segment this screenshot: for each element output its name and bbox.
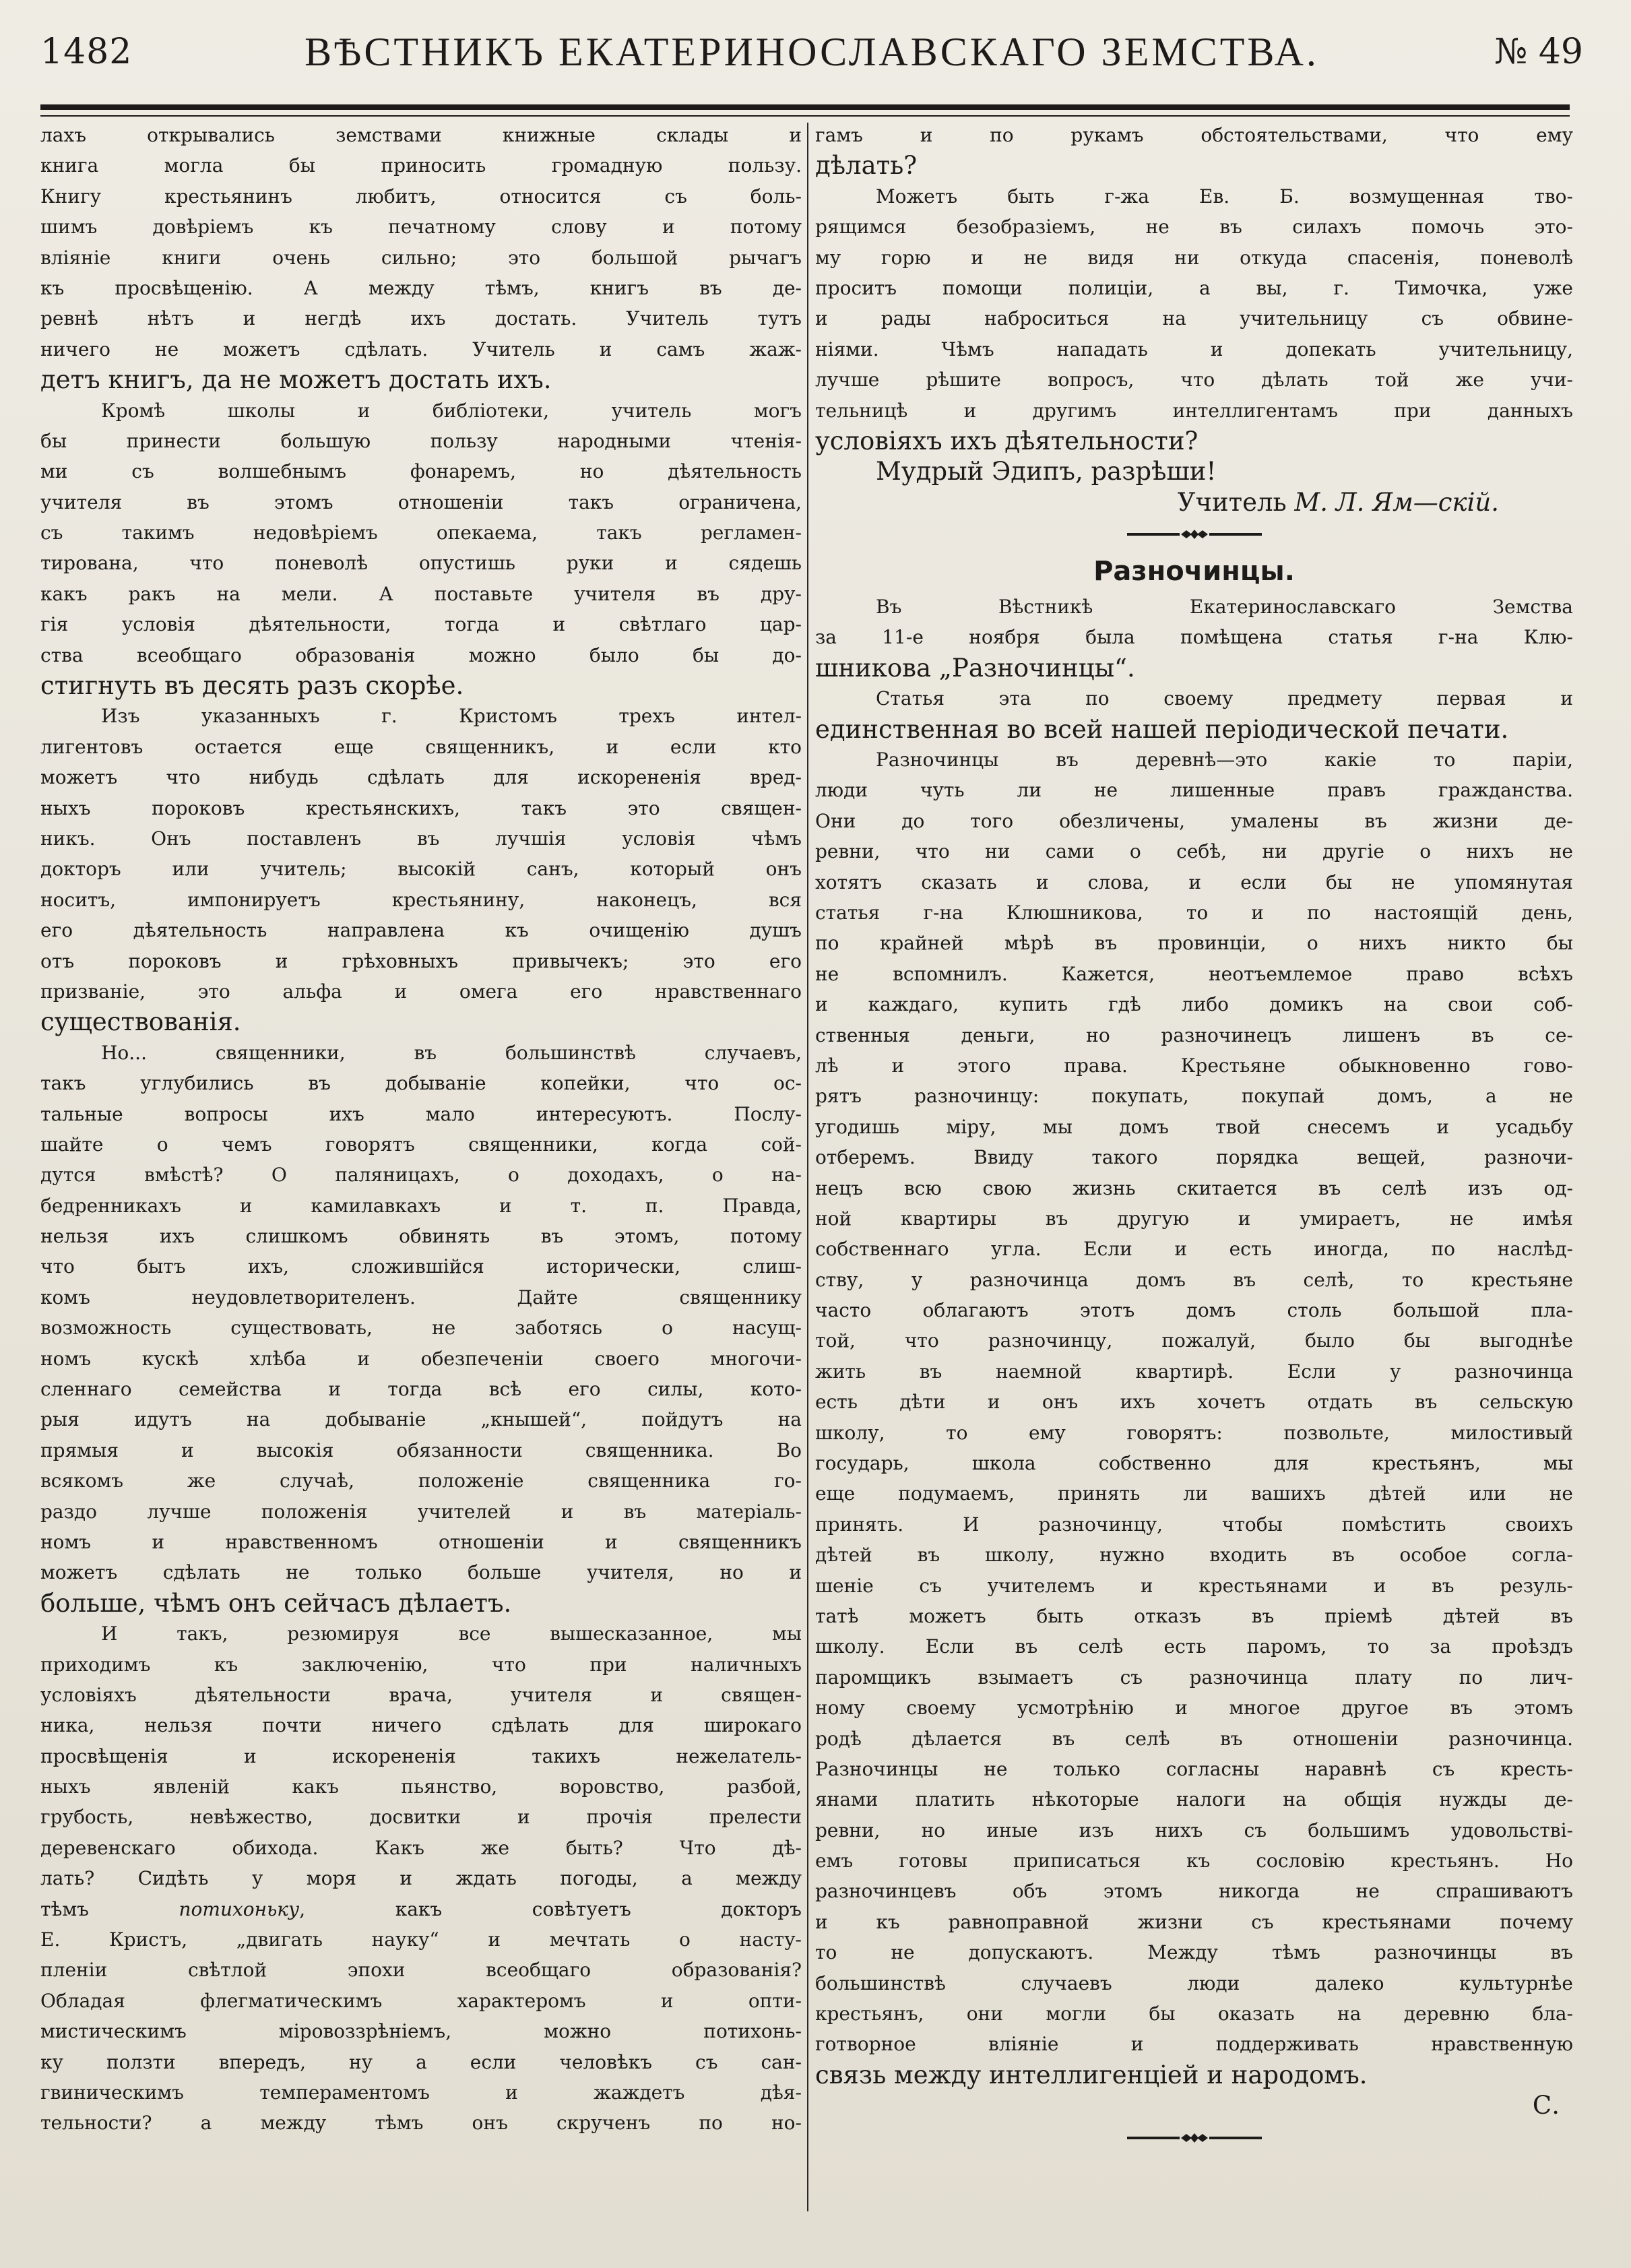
text-line: не вспомнилъ. Кажется, неотъемлемое право всѣхъ (815, 962, 1573, 985)
text-line: гвиническимъ темпераментомъ и жаждетъ дѣя- (40, 2081, 802, 2104)
text-line: Разночинцы въ деревнѣ—это какіе то паріи, (876, 749, 1573, 771)
text-line: дѣтей въ школу, нужно входить въ особое согла- (815, 1544, 1573, 1567)
text-line: тѣмъ потихоньку, какъ совѣтуетъ докторъ (40, 1897, 802, 1920)
text-line: ничего не можетъ сдѣлать. Учитель и самъ жаж- (40, 338, 802, 360)
text-line: лать? Сидѣть у моря и ждать погоды, а между (40, 1867, 802, 1890)
text-line: готворное вліяніе и поддерживать нравственную (815, 2033, 1573, 2056)
text-line: ству, у разночинца домъ въ селѣ, то крестьяне (815, 1268, 1573, 1291)
text-line: рятъ разночинцу: покупать, покупай домъ, а не (815, 1085, 1573, 1108)
text-line: проситъ помощи полиціи, а вы, г. Тимочка, уже (815, 276, 1573, 299)
issue-number: № 49 (1494, 32, 1583, 72)
text-line: ныхъ пороковъ крестьянскихъ, такъ это священ- (40, 796, 802, 819)
text-line: шникова „Разночинцы“. (815, 653, 1135, 683)
text-line: тирована, что поневолѣ опустишь руки и сядешь (40, 552, 802, 575)
text-line: Книгу крестьянинъ любитъ, относится съ боль- (40, 185, 802, 208)
text-line: дѣлать? (815, 151, 918, 181)
text-line: и каждаго, купить гдѣ либо домикъ на свои соб- (815, 993, 1573, 1016)
text-line: ніями. Чѣмъ нападать и допекать учительницу, (815, 338, 1573, 360)
section-ornament-bottom (815, 2121, 1573, 2155)
text-line: существованія. (40, 1007, 241, 1037)
text-line: Можетъ быть г-жа Ев. Б. возмущенная тво- (876, 185, 1573, 208)
text-line: емъ готовы приписаться къ сословію крестьянъ. Но (815, 1850, 1573, 1872)
text-line: нецъ всю свою жизнь скитается въ селѣ изъ од- (815, 1176, 1573, 1199)
text-line: шеніе съ учителемъ и крестьянами и въ резуль- (815, 1574, 1573, 1597)
text-line: Разночинцы не только согласны наравнѣ съ кресть- (815, 1757, 1573, 1780)
text-line: Но... священники, въ большинствѣ случаевъ, (101, 1041, 802, 1064)
text-line: Они до того обезличены, умалены въ жизни де- (815, 809, 1573, 832)
text-line: лигентовъ остается еще священникъ, и если кто (40, 735, 802, 758)
text-line: что бытъ ихъ, сложившійся исторически, слиш- (40, 1255, 802, 1278)
text-line: приходимъ къ заключенію, что при наличныхъ (40, 1653, 802, 1676)
text-line: Статья эта по своему предмету первая и (876, 687, 1573, 710)
text-line: той, что разночинцу, пожалуй, было бы выгоднѣе (815, 1329, 1573, 1352)
text-line: часто облагаютъ этотъ домъ столь большой пла- (815, 1299, 1573, 1322)
text-line: призваніе, это альфа и омега его нравственнаго (40, 980, 802, 1003)
text-line: собственнаго угла. Если и есть иногда, по наслѣд- (815, 1238, 1573, 1261)
text-line: книга могла бы приносить громадную пользу. (40, 154, 802, 177)
section-ornament-top (815, 517, 1573, 551)
text-line: по крайней мѣрѣ въ провинціи, о нихъ никто бы (815, 932, 1573, 955)
text-line: условіяхъ дѣятельности врача, учителя и священ- (40, 1683, 802, 1706)
text-line: то не допускаютъ. Между тѣмъ разночинцы въ (815, 1941, 1573, 1964)
header-rule-thick (40, 104, 1570, 110)
text-line: детъ книгъ, да не можетъ достать ихъ. (40, 365, 552, 395)
text-line: жить въ наемной квартирѣ. Если у разночинца (815, 1360, 1573, 1383)
text-line: разночинцевъ объ этомъ никогда не спрашиваютъ (815, 1880, 1573, 1903)
text-line: Въ Вѣстникѣ Екатеринославскаго Земства (876, 596, 1573, 619)
text-line: вліяніе книги очень сильно; это большой рычагъ (40, 246, 802, 269)
text-line: большинствѣ случаевъ люди далеко культурнѣе (815, 1972, 1573, 1994)
text-line: деревенскаго обихода. Какъ же быть? Что дѣ- (40, 1836, 802, 1859)
text-line: тальные вопросы ихъ мало интересуютъ. Послу- (40, 1102, 802, 1125)
text-line: тельницѣ и другимъ интеллигентамъ при данныхъ (815, 399, 1573, 422)
text-line: никъ. Онъ поставленъ въ лучшія условія чѣмъ (40, 827, 802, 850)
section-title: Разночинцы. (1093, 556, 1295, 588)
text-line: рящимся безобразіемъ, не въ силахъ помочь это- (815, 216, 1573, 239)
text-line: ревнѣ нѣтъ и негдѣ ихъ достать. Учитель тутъ (40, 307, 802, 330)
text-line: за 11-е ноября была помѣщена статья г-на Клю- (815, 626, 1573, 649)
text-line: шимъ довѣріемъ къ печатному слову и потому (40, 216, 802, 239)
text-line: ственныя деньги, но разночинецъ лишенъ въ се- (815, 1023, 1573, 1046)
signature-name: М. Л. Ям—скій. (1294, 487, 1499, 517)
article-signature: С. (1532, 2091, 1560, 2120)
text-line: сленнаго семейства и тогда всѣ его силы, кото- (40, 1378, 802, 1401)
text-line: его дѣятельность направлена къ очищенію душъ (40, 919, 802, 942)
text-line: номъ и нравственномъ отношеніи и священникъ (40, 1530, 802, 1553)
text-line: тельности? а между тѣмъ онъ скрученъ по но- (40, 2112, 802, 2135)
text-line: лѣ и этого права. Крестьяне обыкновенно гово- (815, 1054, 1573, 1077)
journal-title: ВѢСТНИКЪ ЕКАТЕРИНОСЛАВСКАГО ЗЕМСТВА. (305, 29, 1319, 74)
text-line: ства всеобщаго образованія можно было бы до- (40, 643, 802, 666)
text-line: ми съ волшебнымъ фонаремъ, но дѣятельность (40, 460, 802, 483)
text-line: еще подумаемъ, принять ли вашихъ дѣтей или не (815, 1482, 1573, 1505)
text-line: условіяхъ ихъ дѣятельности? (815, 426, 1198, 455)
text-line: государь, школа собственно для крестьянъ, мы (815, 1452, 1573, 1475)
text-line: отберемъ. Ввиду такого порядка вещей, разночи- (815, 1146, 1573, 1169)
text-line: такъ углубились въ добываніе копейки, что ос- (40, 1072, 802, 1095)
text-line: можетъ что нибудь сдѣлать для искорененія вред- (40, 766, 802, 789)
text-line: принять. И разночинцу, чтобы помѣстить своихъ (815, 1513, 1573, 1536)
text-line: Е. Кристъ, „двигать науку“ и мечтать о насту- (40, 1928, 802, 1951)
text-line: родѣ дѣлается въ селѣ въ отношеніи разночинца. (815, 1727, 1573, 1750)
text-line: стигнуть въ десять разъ скорѣе. (40, 671, 464, 701)
text-line: люди чуть ли не лишенные правъ гражданства. (815, 779, 1573, 802)
text-line: какъ ракъ на мели. А поставьте учителя въ дру- (40, 582, 802, 605)
text-line: бедренникахъ и камилавкахъ и т. п. Правда, (40, 1194, 802, 1217)
text-line: Мудрый Эдипъ, разрѣши! (876, 457, 1217, 486)
signature-prefix: Учитель (1177, 487, 1287, 517)
text-line: возможность существовать, не заботясь о насущ- (40, 1317, 802, 1340)
text-line: гія условія дѣятельности, тогда и свѣтлаго цар- (40, 613, 802, 636)
text-line: связь между интеллигенціей и народомъ. (815, 2060, 1368, 2089)
text-line: съ такимъ недовѣріемъ опекаема, такъ регламен- (40, 522, 802, 544)
text-line: прямыя и высокія обязанности священника. Во (40, 1439, 802, 1461)
text-line: школу. Если въ селѣ есть паромъ, то за проѣздъ (815, 1635, 1573, 1658)
page-header (40, 15, 1583, 89)
text-line: номъ кускѣ хлѣба и обезпеченіи своего многочи- (40, 1347, 802, 1370)
text-line: татѣ можетъ быть отказъ въ пріемѣ дѣтей въ (815, 1604, 1573, 1627)
text-line: носитъ, импонируетъ крестьянину, наконецъ, вся (40, 888, 802, 911)
text-line: угодишь міру, мы домъ твой снесемъ и усадьбу (815, 1115, 1573, 1138)
text-line: мистическимъ міровоззрѣніемъ, можно потихонь- (40, 2020, 802, 2043)
ornament-divider-icon (1127, 528, 1262, 541)
text-line: и рады наброситься на учительницу съ обвине- (815, 307, 1573, 330)
text-line: хотятъ сказать и слова, и если бы не упомянутая (815, 871, 1573, 893)
text-line: комъ неудовлетворителенъ. Дайте священнику (40, 1286, 802, 1309)
text-line: ревни, но иные изъ нихъ съ большимъ удовольстві- (815, 1819, 1573, 1841)
text-line: лахъ открывались земствами книжные склады и (40, 124, 802, 146)
text-line: янами платить нѣкоторые налоги на общія нужды де- (815, 1788, 1573, 1811)
ornament-divider-icon (1127, 2131, 1262, 2145)
text-line: гамъ и по рукамъ обстоятельствами, что ему (815, 124, 1573, 146)
text-line: ному своему усмотрѣнію и многое другое въ этомъ (815, 1697, 1573, 1720)
text-line: шайте о чемъ говорятъ священники, когда сой- (40, 1133, 802, 1156)
text-line: дутся вмѣстѣ? О паляницахъ, о доходахъ, о на- (40, 1164, 802, 1187)
text-line: нельзя ихъ слишкомъ обвинять въ этомъ, потому (40, 1225, 802, 1248)
text-line: И такъ, резюмируя все вышесказанное, мы (101, 1623, 802, 1645)
text-line: можетъ сдѣлать не только больше учителя, но и (40, 1561, 802, 1584)
page-number: 1482 (40, 32, 133, 72)
text-line: ника, нельзя почти ничего сдѣлать для широкаго (40, 1714, 802, 1737)
text-line: Кромѣ школы и библіотеки, учитель могъ (101, 399, 802, 422)
text-line: ной квартиры въ другую и умираетъ, не имѣя (815, 1207, 1573, 1230)
text-line: ку ползти впередъ, ну а если человѣкъ съ сан- (40, 2050, 802, 2073)
text-line: рыя идутъ на добываніе „кнышей“, пойдутъ на (40, 1408, 802, 1431)
text-line: учителя въ этомъ отношеніи такъ ограничена, (40, 491, 802, 513)
text-line: школу, то ему говорятъ: позвольте, милостивый (815, 1421, 1573, 1444)
text-line: бы принести большую пользу народными чтенія- (40, 429, 802, 452)
text-line: лучше рѣшите вопросъ, что дѣлать той же учи- (815, 369, 1573, 391)
text-line: ныхъ явленій какъ пьянство, воровство, разбой, (40, 1775, 802, 1798)
letter-signature (815, 487, 1573, 517)
column-divider (807, 123, 808, 2211)
right-column (815, 120, 1573, 2155)
text-line: Обладая флегматическимъ характеромъ и опти- (40, 1989, 802, 2012)
text-line: статья г-на Клюшникова, то и по настоящій день, (815, 901, 1573, 924)
text-line: Изъ указанныхъ г. Кристомъ трехъ интел- (101, 705, 802, 728)
text-line: крестьянъ, они могли бы оказать на деревню бла- (815, 2003, 1573, 2025)
text-line: просвѣщенія и искорененія такихъ нежелатель- (40, 1744, 802, 1767)
text-line: отъ пороковъ и грѣховныхъ привычекъ; это его (40, 949, 802, 972)
text-line: паромщикъ взымаетъ съ разночинца плату по лич- (815, 1666, 1573, 1689)
text-line: всякомъ же случаѣ, положеніе священника го- (40, 1470, 802, 1492)
text-line: раздо лучше положенія учителей и въ матеріаль- (40, 1500, 802, 1523)
text-line: докторъ или учитель; высокій санъ, который онъ (40, 858, 802, 881)
text-line: больше, чѣмъ онъ сейчасъ дѣлаетъ. (40, 1588, 512, 1618)
text-line: му горю и не видя ни откуда спасенія, поневолѣ (815, 246, 1573, 269)
text-line: единственная во всей нашей періодической печати. (815, 714, 1509, 744)
text-line: грубость, невѣжество, досвитки и прочія прелести (40, 1806, 802, 1829)
text-line: пленіи свѣтлой эпохи всеобщаго образованія? (40, 1959, 802, 1982)
text-line: есть дѣти и онъ ихъ хочетъ отдать въ сельскую (815, 1391, 1573, 1414)
text-line: къ просвѣщенію. А между тѣмъ, книгъ въ де- (40, 276, 802, 299)
text-line: и къ равноправной жизни съ крестьянами почему (815, 1910, 1573, 1933)
italic-word: потихоньку (179, 1897, 300, 1920)
header-rule-thin (40, 115, 1570, 117)
text-line: ревни, что ни сами о себѣ, ни другіе о нихъ не (815, 840, 1573, 863)
left-column (40, 120, 802, 2139)
